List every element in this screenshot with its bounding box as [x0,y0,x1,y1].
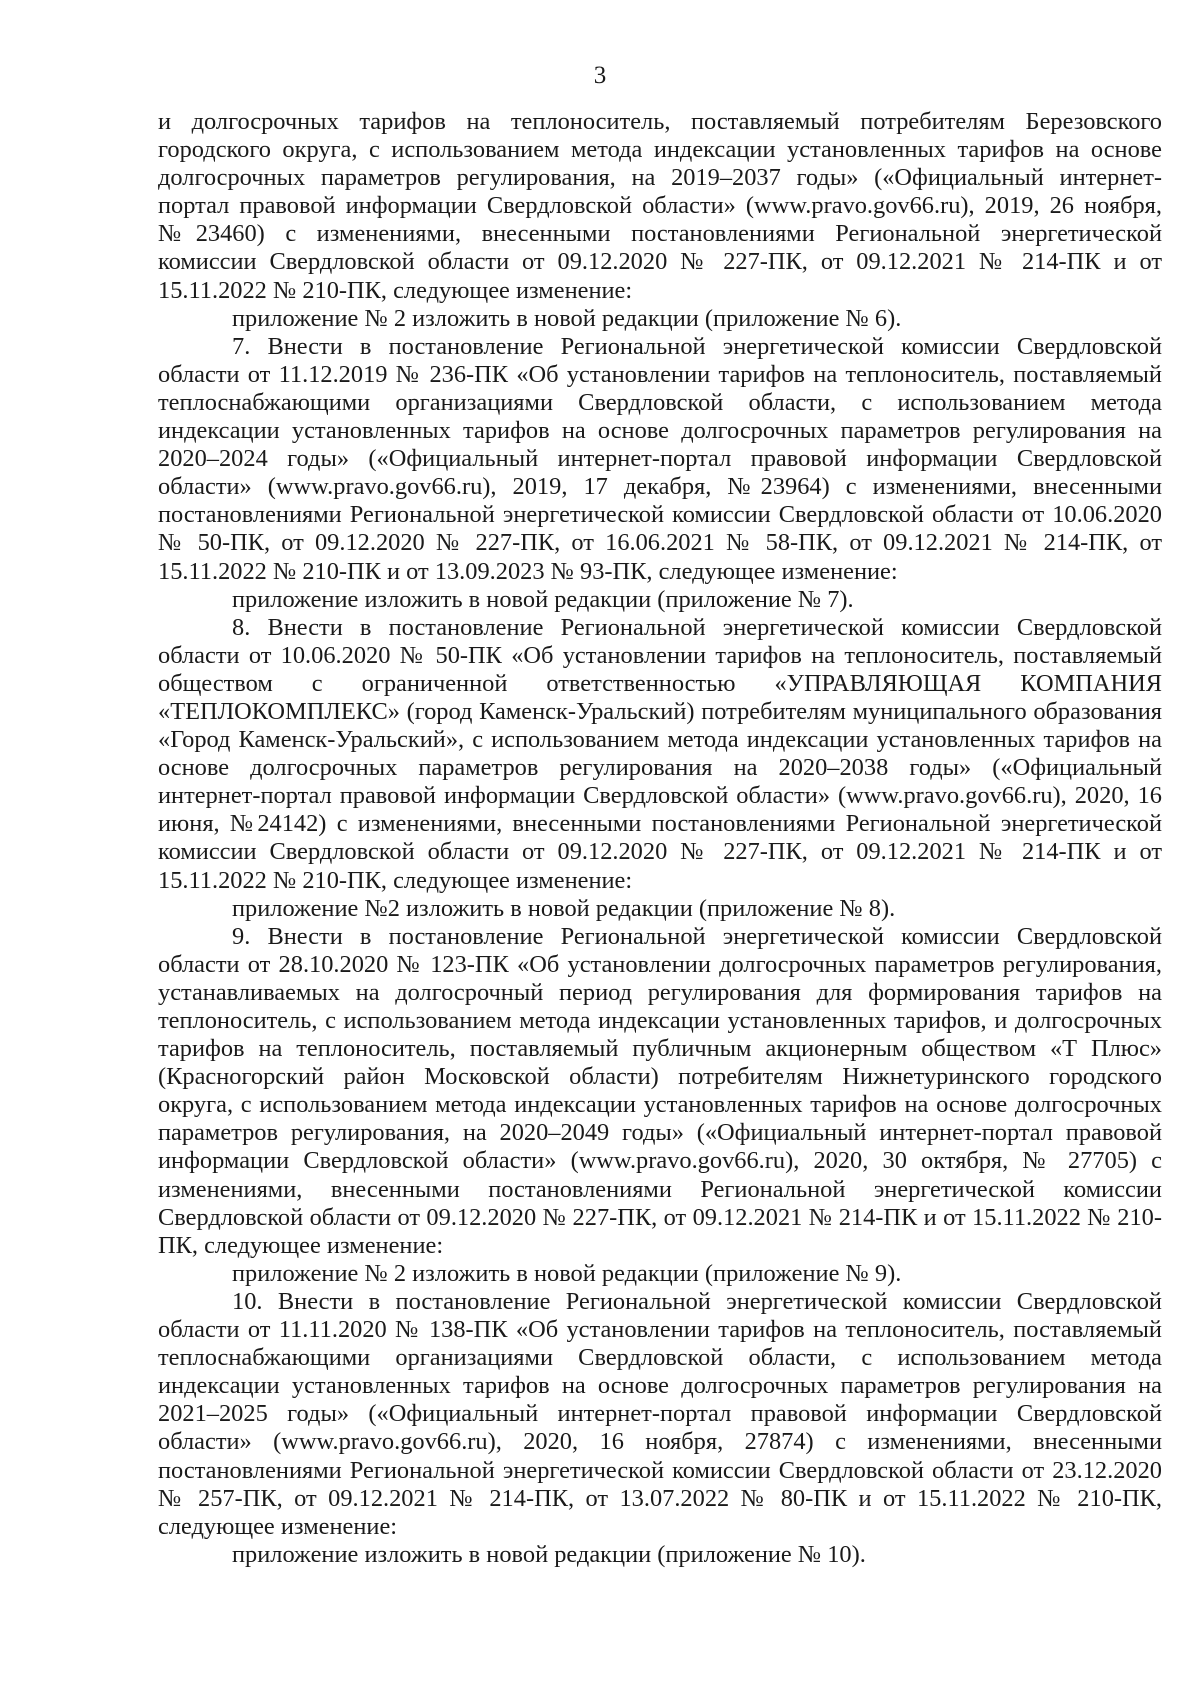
paragraph-item-10: 10. Внести в постановление Региональной энергетической комиссии Свердловской области от 11.11.2020 № 138-ПК «Об установлении тарифов на теплоноситель, поставляемый теплоснабжающими организациями Свердловской области, с использованием метода индексации установленных тарифов на основе долгосрочных параметров регулирования на 2021–2025 годы» («Официальный интернет-портал правовой информации Свердловской области» (www.pravo.gov66.ru), 2020, 16 ноября, 27874) с изменениями, внесенными постановлениями Региональной энергетической комиссии Свердловской области от 23.12.2020 № 257-ПК, от 09.12.2021 № 214-ПК, от 13.07.2022 № 80-ПК и от 15.11.2022 № 210-ПК, следующее изменение: [158,1287,1162,1540]
paragraph-amendment-6: приложение № 2 изложить в новой редакции (приложение № 6). [232,304,902,332]
paragraph-amendment-10: приложение изложить в новой редакции (приложение № 10). [232,1540,866,1568]
paragraph-continuation: и долгосрочных тарифов на теплоноситель, поставляемый потребителям Березовского городского округа, с использованием метода индексации установленных тарифов на основе долгосрочных параметров регулирования, на 2019–2037 годы» («Официальный интернет-портал правовой информации Свердловской области» (www.pravo.gov66.ru), 2019, 26 ноября, №23460) с изменениями, внесенными постановлениями Региональной энергетической комиссии Свердловской области от 09.12.2020 № 227-ПК, от 09.12.2021 № 214-ПК и от 15.11.2022 № 210-ПК, следующее изменение: [158,108,1162,304]
paragraph-item-7: 7. Внести в постановление Региональной энергетической комиссии Свердловской области от 11.12.2019 № 236-ПК «Об установлении тарифов на теплоноситель, поставляемый теплоснабжающими организациями Свердловской области, с использованием метода индексации установленных тарифов на основе долгосрочных параметров регулирования на 2020–2024 годы» («Официальный интернет-портал правовой информации Свердловской области» (www.pravo.gov66.ru), 2019, 17 декабря, №23964) с изменениями, внесенными постановлениями Региональной энергетической комиссии Свердловской области от 10.06.2020 № 50-ПК, от 09.12.2020 № 227-ПК, от 16.06.2021 № 58-ПК, от 09.12.2021 № 214-ПК, от 15.11.2022 № 210-ПК и от 13.09.2023 № 93-ПК, следующее изменение: [158,332,1162,585]
paragraph-amendment-8: приложение №2 изложить в новой редакции (приложение № 8). [232,894,896,922]
paragraph-amendment-7: приложение изложить в новой редакции (приложение № 7). [232,585,854,613]
document-body [158,108,1162,1569]
paragraph-item-8: 8. Внести в постановление Региональной энергетической комиссии Свердловской области от 10.06.2020 № 50-ПК «Об установлении тарифов на теплоноситель, поставляемый обществом с ограниченной ответственностью «УПРАВЛЯЮЩАЯ КОМПАНИЯ «ТЕПЛОКОМПЛЕКС» (город Каменск-Уральский) потребителям муниципального образования «Город Каменск-Уральский», с использованием метода индексации установленных тарифов на основе долгосрочных параметров регулирования на 2020–2038 годы» («Официальный интернет-портал правовой информации Свердловской области» (www.pravo.gov66.ru), 2020, 16 июня, №24142) с изменениями, внесенными постановлениями Региональной энергетической комиссии Свердловской области от 09.12.2020 № 227-ПК, от 09.12.2021 № 214-ПК и от 15.11.2022 № 210-ПК, следующее изменение: [158,613,1162,894]
paragraph-item-9: 9. Внести в постановление Региональной энергетической комиссии Свердловской области от 28.10.2020 № 123-ПК «Об установлении долгосрочных параметров регулирования, устанавливаемых на долгосрочный период регулирования для формирования тарифов на теплоноситель, с использованием метода индексации установленных тарифов, и долгосрочных тарифов на теплоноситель, поставляемый публичным акционерным обществом «Т Плюс» (Красногорский район Московской области) потребителям Нижнетуринского городского округа, с использованием метода индексации установленных тарифов на основе долгосрочных параметров регулирования, на 2020–2049 годы» («Официальный интернет-портал правовой информации Свердловской области» (www.pravo.gov66.ru), 2020, 30 октября, № 27705) с изменениями, внесенными постановлениями Региональной энергетической комиссии Свердловской области от 09.12.2020 № 227-ПК, от 09.12.2021 № 214-ПК и от 15.11.2022 № 210-ПК, следующее изменение: [158,922,1162,1259]
paragraph-amendment-9: приложение № 2 изложить в новой редакции (приложение № 9). [232,1259,902,1287]
page-number: 3 [593,62,607,89]
